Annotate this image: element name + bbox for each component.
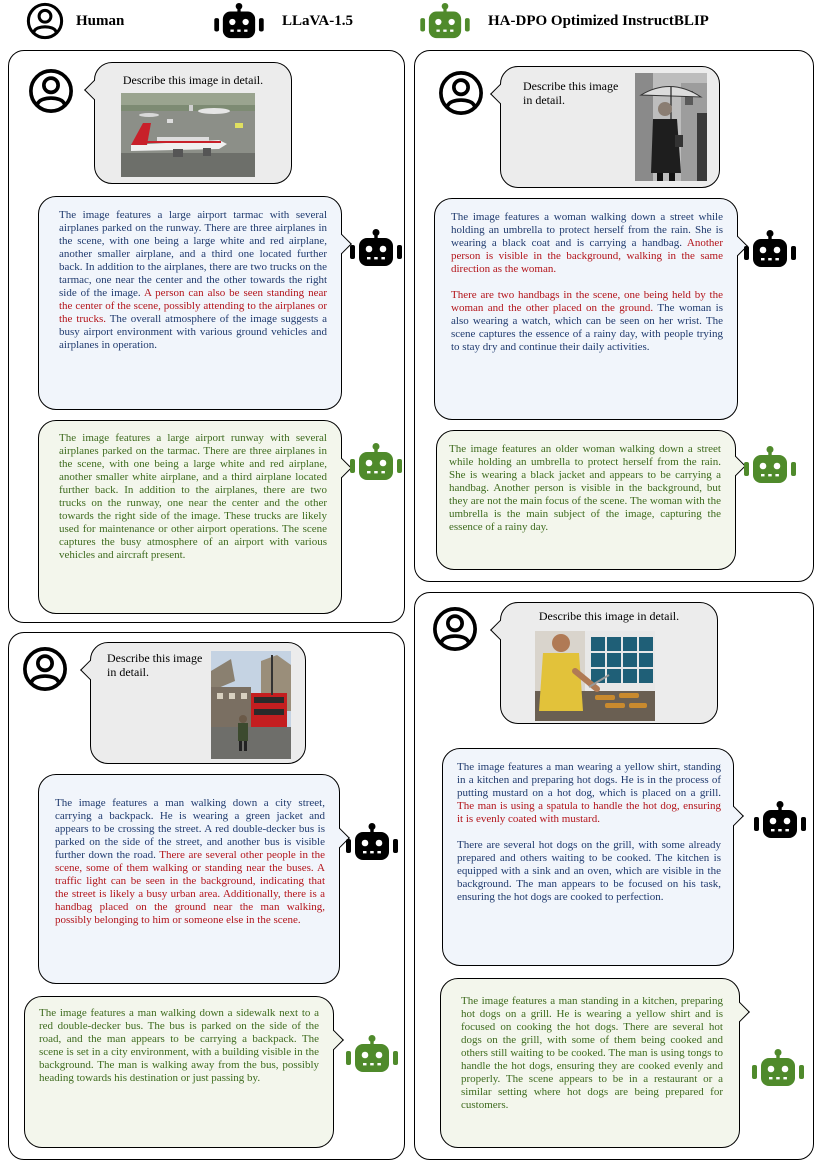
llava-response-bubble	[38, 196, 342, 410]
hallucination-text: There are two handbags in the scene, one being held by the woman and the other placed on the ground.	[451, 289, 723, 314]
robot-icon	[348, 228, 404, 268]
hallucination-text: There are several other people in the scene, some of them walking or standing near the buses. A traffic light can be seen in the background, indicating that the street is likely a busy urban area. Additionally, there is a handbag placed on the ground near the man walking, possibly belonging to him or someone else in the scene.	[55, 849, 325, 926]
hadpo-response-text: The image features a man walking down a sidewalk next to a red double-decker bus. The bus is parked on the side of the road, and the man appears to be carrying a backpack. The scene is set in a city environment, with a building visible in the background. The man is walking away from the bus, possibly heading towards his destination or just passing by.	[39, 1007, 319, 1084]
robot-icon	[418, 2, 472, 40]
hallucination-text: A person can also be seen standing near the center of the scene, possibly attending to the airplanes or the trucks.	[59, 287, 328, 325]
human-prompt-bubble	[500, 602, 718, 724]
hadpo-response-text: The image features a man standing in a kitchen, preparing hot dogs on a grill. He is wearing a yellow shirt and is focused on cooking the hot dogs. There are several hot dogs on the grill, with some of them being cooked and others still waiting to be cooked. The man is using tongs to handle the hot dogs, ensuring they are cooked evenly and properly. The scene appears to be in a restaurant or a similar setting where hot dogs are being prepared for customers.	[461, 995, 723, 1111]
robot-icon	[212, 2, 266, 40]
human-prompt-bubble	[500, 66, 720, 188]
hadpo-response-text: The image features a large airport runway with several airplanes parked on the tarmac. There are three airplanes in the scene, with one being a large white and red airplane, another smaller white airplane, and a third airplane located further back. In addition to the airplanes, there are two trucks on the runway, one near the center and the other towards the right side of the image. These trucks are likely used for maintenance or other airport operations. The scene captures the busy atmosphere of an airport with various vehicles and aircraft present.	[59, 432, 327, 561]
llava-response-text: The image features a woman walking down a street while holding an umbrella to protect herself from the rain. She is wearing a black coat and is carrying a handbag. Another person is visible in the background, walking in the same direction as the woman. There are two handbags in the scene, one being held by the woman and the other placed on the ground. The woman is also wearing a watch, which can be seen on her wrist. The scene captures the essence of a rainy day, with people trying to stay dry and continue their daily activities.	[451, 211, 723, 353]
legend-hadpo	[418, 2, 709, 40]
legend-hadpo-label: HA-DPO Optimized InstructBLIP	[488, 12, 709, 29]
llava-response-bubble	[434, 198, 738, 420]
prompt-text: Describe this image in detail.	[107, 651, 203, 679]
hallucination-text: Another person is visible in the background, walking in the same direction as the woman.	[451, 237, 723, 275]
llava-response-text: The image features a man wearing a yellow shirt, standing in a kitchen and preparing hot dogs. He is in the process of putting mustard on a hot dog, which is placed on a grill. The man is using a spatula to handle the hot dog, ensuring it is evenly coated with mustard. There are several hot dogs on the grill, with some already prepared and others waiting to be cooked. The kitchen is equipped with a sink and an oven, which are visible in the background. The man appears to be focused on his task, ensuring the hot dogs are cooked to perfection.	[457, 761, 721, 903]
human-prompt-bubble	[94, 62, 292, 184]
hadpo-response-text: The image features an older woman walking down a street while holding an umbrella to protect herself from the rain. She is wearing a black jacket and appears to be carrying a handbag. Another person is visible in the background, but they are not the main focus of the scene. The woman with the umbrella is the main subject of the image, capturing the essence of a rainy day.	[449, 443, 721, 533]
person-circle-icon	[28, 68, 74, 114]
robot-icon	[344, 1034, 400, 1074]
umbrella-woman-photo	[635, 73, 707, 181]
hadpo-response-bubble	[38, 420, 342, 614]
robot-icon	[348, 442, 404, 482]
prompt-text: Describe this image in detail.	[523, 79, 619, 107]
hadpo-response-bubble	[436, 430, 736, 570]
llava-response-bubble	[38, 774, 340, 984]
human-prompt-bubble	[90, 642, 306, 764]
person-circle-icon	[22, 646, 68, 692]
robot-icon	[742, 229, 798, 269]
hadpo-response-bubble	[24, 996, 334, 1148]
robot-icon	[750, 1048, 806, 1088]
prompt-text: Describe this image in detail.	[538, 609, 680, 623]
person-circle-icon	[438, 70, 484, 116]
hadpo-response-bubble	[440, 978, 740, 1148]
llava-response-text: The image features a large airport tarmac with several airplanes parked on the runway. There are three airplanes in the scene, with one being a large white and red airplane, another smaller airplane, and a third one located further back. In addition to the airplanes, there are two trucks on the tarmac, one near the center and the other towards the right side of the image. A person can also be seen standing near the center of the scene, possibly attending to the airplanes or the trucks. The overall atmosphere of the image suggests a busy airport environment with various ground vehicles and airplanes in operation.	[59, 209, 328, 351]
person-circle-icon	[26, 2, 64, 40]
llava-response-bubble	[442, 748, 734, 966]
airport-photo	[121, 93, 255, 177]
legend-llava-label: LLaVA-1.5	[282, 12, 353, 29]
llava-response-text: The image features a man walking down a city street, carrying a backpack. He is wearing a green jacket and appears to be crossing the street. A red double-decker bus is parked on the side of the street, and another bus is visible further down the road. There are several other people in the scene, some of them walking or standing near the buses. A traffic light can be seen in the background, indicating that the street is likely a busy urban area. Additionally, there is a handbag placed on the ground near the man walking, possibly belonging to him or someone else in the scene.	[55, 797, 325, 926]
person-circle-icon	[432, 606, 478, 652]
city-street-bus-photo	[211, 651, 291, 759]
prompt-text: Describe this image in detail.	[122, 73, 264, 87]
robot-icon	[742, 445, 798, 485]
legend-human	[26, 2, 124, 40]
robot-icon	[752, 800, 808, 840]
legend-human-label: Human	[76, 12, 125, 29]
legend-llava	[212, 2, 353, 40]
kitchen-man-photo	[535, 631, 655, 721]
hallucination-text: The man is using a spatula to handle the hot dog, ensuring it is evenly coated with mustard.	[457, 800, 721, 825]
robot-icon	[344, 822, 400, 862]
